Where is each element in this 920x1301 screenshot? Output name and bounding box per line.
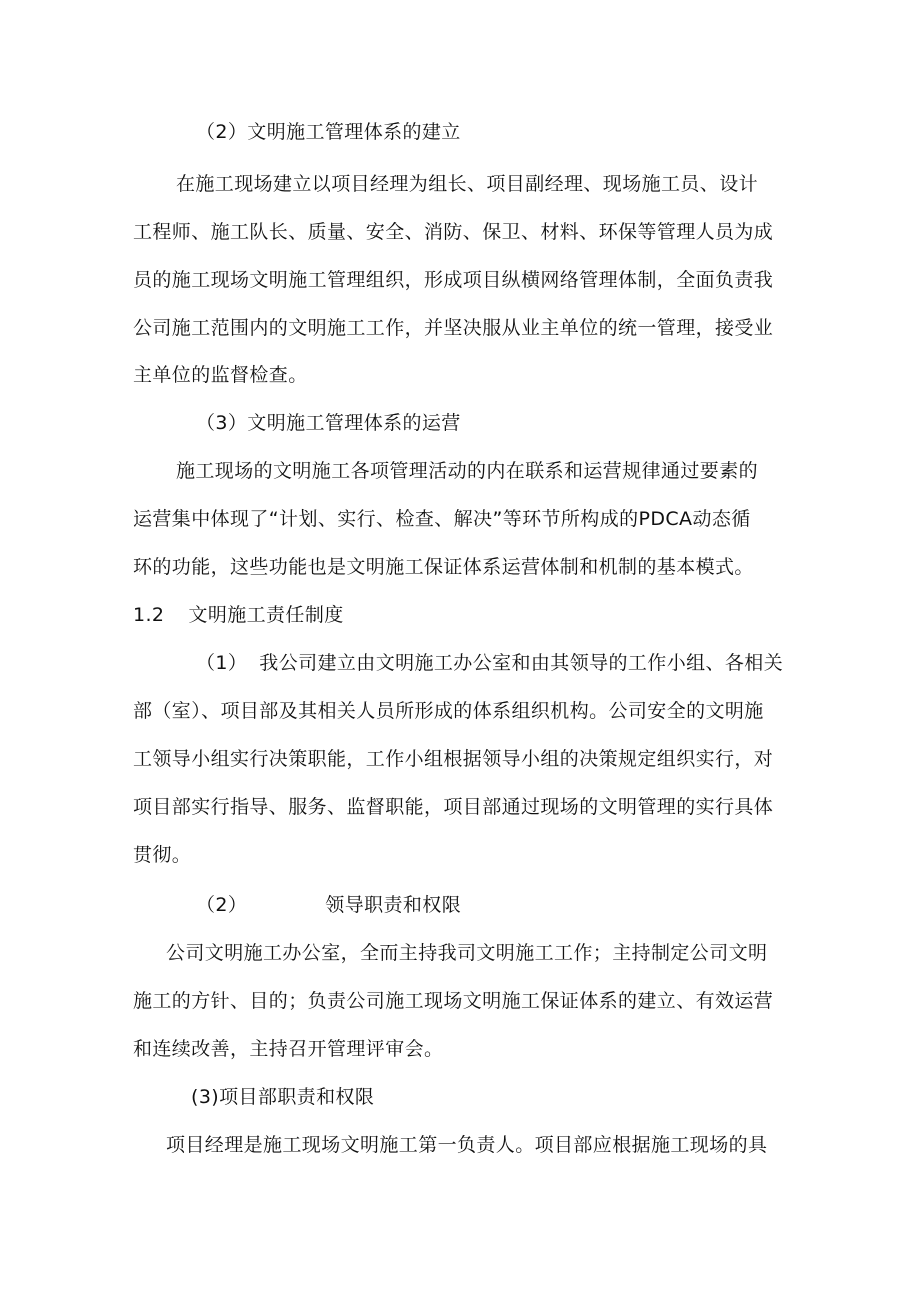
- heading-mgmt-run: （3）文明施工管理体系的运营: [196, 412, 461, 434]
- paragraph-line: 工程师、施工队长、质量、安全、消防、保卫、材料、环保等管理人员为成: [133, 221, 774, 243]
- paragraph-line: 公司施工范围内的文明施工工作，并坚决服从业主单位的统一管理，接受业: [133, 317, 774, 339]
- paragraph-line: 在施工现场建立以项目经理为组长、项目副经理、现场施工员、设计: [176, 173, 759, 195]
- paragraph-line: 施工的方针、目的；负责公司施工现场文明施工保证体系的建立、有效运营: [133, 990, 774, 1012]
- list-item-2: [196, 893, 461, 917]
- list-item-number: （1）: [196, 652, 248, 674]
- section-title: 文明施工责任制度: [188, 604, 344, 626]
- paragraph-line: 和连续改善，主持召开管理评审会。: [133, 1038, 444, 1060]
- paragraph-line: 主单位的监督检查。: [133, 364, 308, 386]
- list-item-title: 领导职责和权限: [325, 894, 462, 916]
- paragraph-line: 公司文明施工办公室，全而主持我司文明施工工作；主持制定公司文明: [166, 942, 768, 964]
- heading-mgmt-setup: （2）文明施工管理体系的建立: [196, 121, 461, 143]
- paragraph-line: 员的施工现场文明施工管理组织，形成项目纵横网络管理体制，全面负责我: [133, 269, 774, 291]
- paragraph-line: 项目经理是施工现场文明施工第一负责人。项目部应根据施工现场的具: [166, 1134, 768, 1156]
- paragraph-line: 项目部实行指导、服务、监督职能，项目部通过现场的文明管理的实行具体: [133, 796, 774, 818]
- paragraph-line: 工领导小组实行决策职能，工作小组根据领导小组的决策规定组织实行，对: [133, 748, 774, 770]
- list-item-3: (3)项目部职责和权限: [191, 1086, 375, 1108]
- list-item-1: [196, 651, 783, 675]
- section-number: 1.2: [133, 604, 165, 626]
- list-item-text: 我公司建立由文明施工办公室和由其领导的工作小组、各相关: [259, 652, 784, 674]
- paragraph-line: 部（室）、项目部及其相关人员所形成的体系组织机构。公司安全的文明施: [133, 700, 764, 722]
- paragraph-line: 环的功能，这些功能也是文明施工保证体系运营体制和机制的基本模式。: [133, 556, 754, 578]
- section-heading: [133, 603, 344, 627]
- paragraph-line: 施工现场的文明施工各项管理活动的内在联系和运营规律通过要素的: [176, 460, 759, 482]
- list-item-number: （2）: [196, 894, 248, 916]
- paragraph-line: 贯彻。: [133, 844, 192, 866]
- paragraph-line: 运营集中体现了“计划、实行、检查、解决”等环节所构成的PDCA动态循: [133, 508, 751, 530]
